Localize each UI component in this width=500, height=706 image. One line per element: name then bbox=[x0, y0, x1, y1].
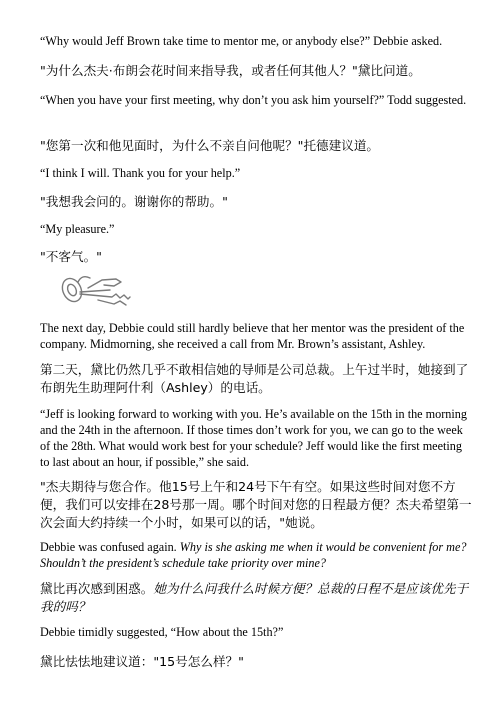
paragraph-zh-2: "您第一次和他见面时，为什么不亲自问他呢？"托德建议道。 bbox=[40, 138, 380, 153]
paragraph-en-2: “When you have your first meeting, why don’t you ask him yourself?” Todd suggested. bbox=[40, 93, 467, 107]
paragraph-en-7 bbox=[40, 539, 472, 571]
paragraph-en-3: “I think I will. Thank you for your help.” bbox=[40, 166, 241, 180]
paragraph-en-1: “Why would Jeff Brown take time to mentor me, or anybody else?” Debbie asked. bbox=[40, 34, 443, 48]
paragraph-zh-6: "杰夫期待与您合作。他15号上午和24号下午有空。如果这些时间对您不方便，我们可以安排在28号那一周。哪个时间对您的日程最方便？杰夫希望第一次会面大约持续一个小时，如果可以的话，"她说。 bbox=[40, 479, 472, 530]
paragraph-zh-4: "不客气。" bbox=[40, 249, 102, 264]
paragraph-zh-7-lead: 黛比再次感到困惑。 bbox=[40, 581, 154, 596]
keys-icon bbox=[58, 270, 134, 310]
paragraph-en-7-italic: Why is she asking me when it would be convenient for me? Shouldn’t the president’s schedule take priority over mine? bbox=[40, 540, 467, 570]
paragraph-en-6: “Jeff is looking forward to working with you. He’s available on the 15th in the morning and the 24th in the afternoon. If those times don’t work for you, we can go to the week of the 28th. What would work best for your schedule? Jeff would like the first meeting to last about an hour, if possible,” she said. bbox=[40, 407, 467, 469]
paragraph-zh-7 bbox=[40, 580, 472, 616]
paragraph-zh-8: 黛比怯怯地建议道："15号怎么样？" bbox=[40, 654, 244, 669]
paragraph-en-7-lead: Debbie was confused again. bbox=[40, 540, 180, 554]
paragraph-en-8: Debbie timidly suggested, “How about the 15th?” bbox=[40, 625, 284, 639]
paragraph-zh-5: 第二天，黛比仍然几乎不敢相信她的导师是公司总裁。上午过半时，她接到了布朗先生助理阿什利（Ashley）的电话。 bbox=[40, 362, 469, 395]
paragraph-en-5: The next day, Debbie could still hardly believe that her mentor was the president of the company. Midmorning, she received a call from Mr. Brown’s assistant, Ashley. bbox=[40, 321, 465, 351]
paragraph-zh-1: "为什么杰夫·布朗会花时间来指导我，或者任何其他人？"黛比问道。 bbox=[40, 63, 421, 78]
paragraph-zh-3: "我想我会问的。谢谢你的帮助。" bbox=[40, 194, 228, 209]
paragraph-zh-7-italic: 她为什么问我什么时候方便？总裁的日程不是应该优先于我的吗？ bbox=[40, 581, 469, 614]
paragraph-en-4: “My pleasure.” bbox=[40, 222, 115, 236]
